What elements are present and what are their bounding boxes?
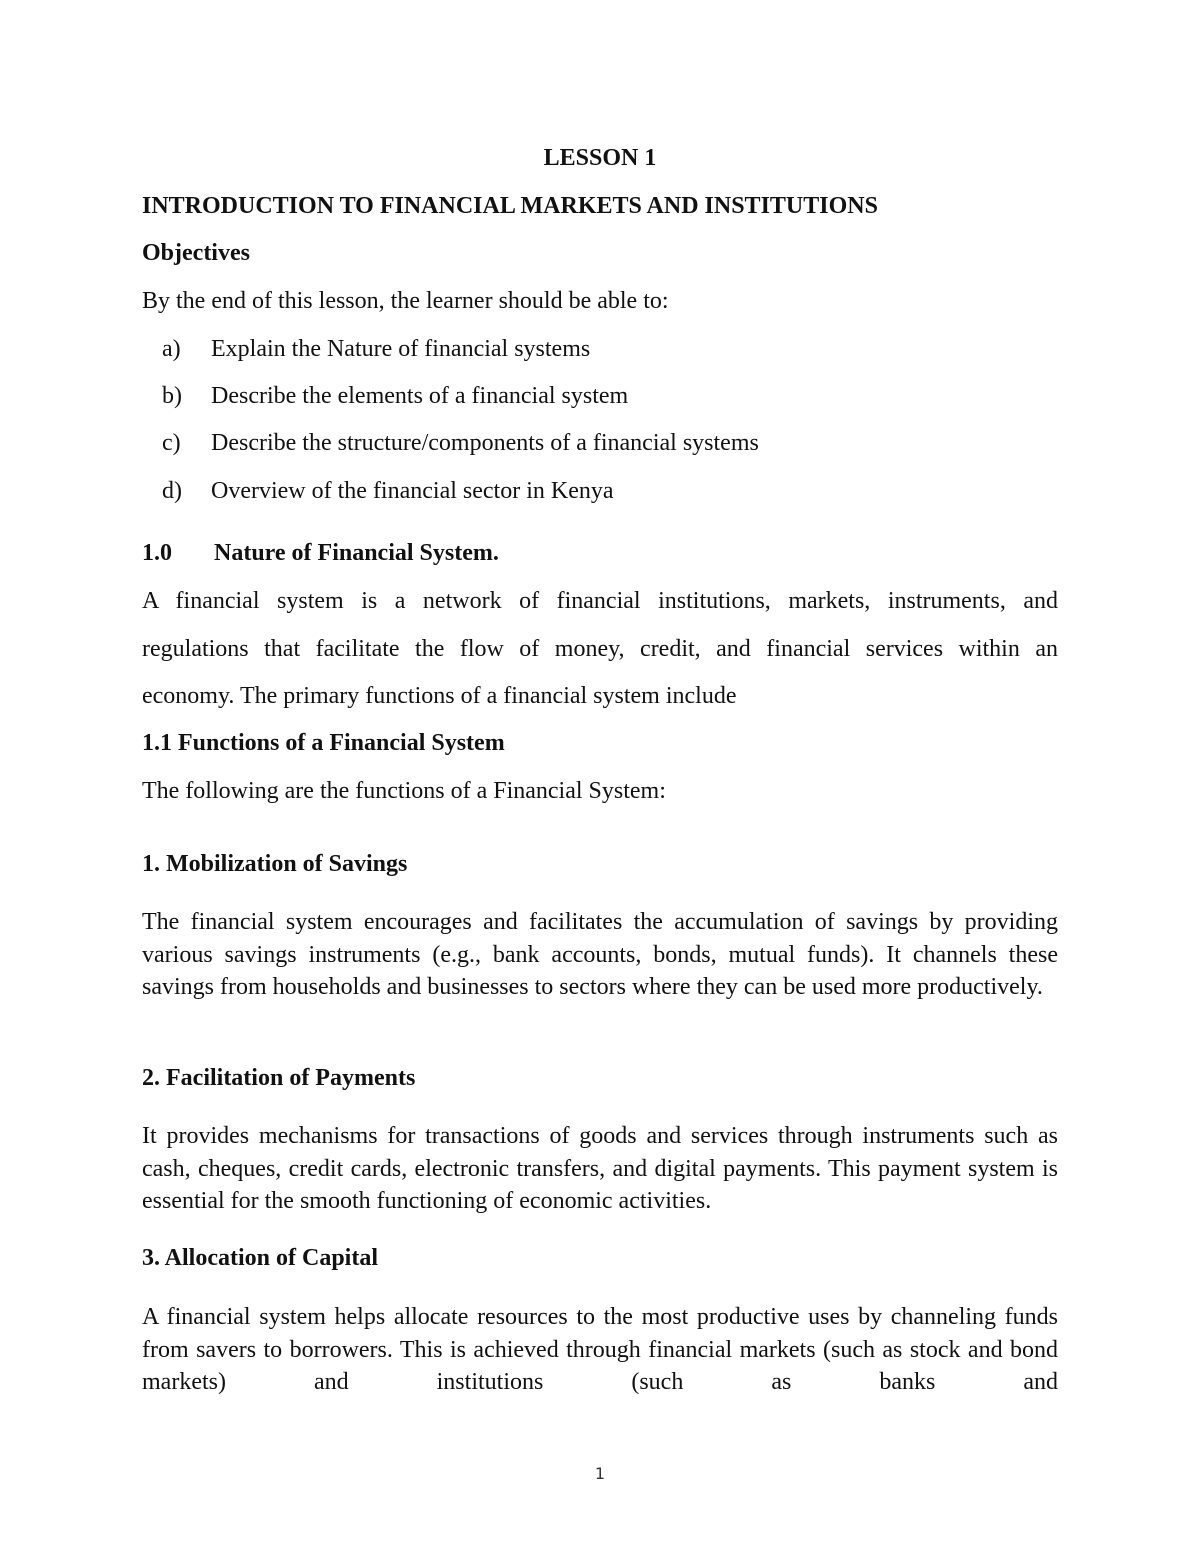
list-item-marker: a) [162,336,181,362]
paragraph-line: economy. The primary functions of a financial system include [142,683,737,709]
subsection-heading: 3. Allocation of Capital [142,1245,379,1271]
section-heading: 1.1 Functions of a Financial System [142,730,505,756]
list-item-text: Explain the Nature of financial systems [211,336,591,362]
list-item-text: Describe the elements of a financial system [211,383,629,409]
page-number: 1 [594,1464,606,1483]
paragraph: The financial system encourages and facilitates the accumulation of savings by providing various savings instruments (e.g., bank accounts, bonds, mutual funds). It channels these savings from households and businesses to sectors where they can be used more productively. [142,909,1058,1000]
list-item-marker: c) [162,430,181,456]
section-heading: Nature of Financial System. [214,540,499,566]
paragraph: It provides mechanisms for transactions of goods and services through instruments such as cash, cheques, credit cards, electronic transfers, and digital payments. This payment system is essential for the smooth functioning of economic activities. [142,1123,1058,1214]
objectives-heading: Objectives [142,240,250,266]
paragraph-line: regulations that facilitate the flow of money, credit, and financial services within an [142,636,1058,662]
subsection-heading: 1. Mobilization of Savings [142,851,408,877]
section-intro: The following are the functions of a Financial System: [142,778,666,804]
list-item-text: Describe the structure/components of a financial systems [211,430,759,456]
objectives-intro: By the end of this lesson, the learner should be able to: [142,288,669,314]
list-item-text: Overview of the financial sector in Kenya [211,478,614,504]
lesson-label: LESSON 1 [543,145,657,171]
paragraph-line: A financial system is a network of financial institutions, markets, instruments, and [142,588,1058,614]
page-title: INTRODUCTION TO FINANCIAL MARKETS AND INSTITUTIONS [142,193,878,219]
list-item-marker: b) [162,383,182,409]
list-item-marker: d) [162,478,182,504]
section-number: 1.0 [142,540,172,566]
paragraph: A financial system helps allocate resources to the most productive uses by channeling funds from savers to borrowers. This is achieved through financial markets (such as stock and bond markets) and institutions (such as banks and [142,1304,1058,1395]
subsection-heading: 2. Facilitation of Payments [142,1065,416,1091]
